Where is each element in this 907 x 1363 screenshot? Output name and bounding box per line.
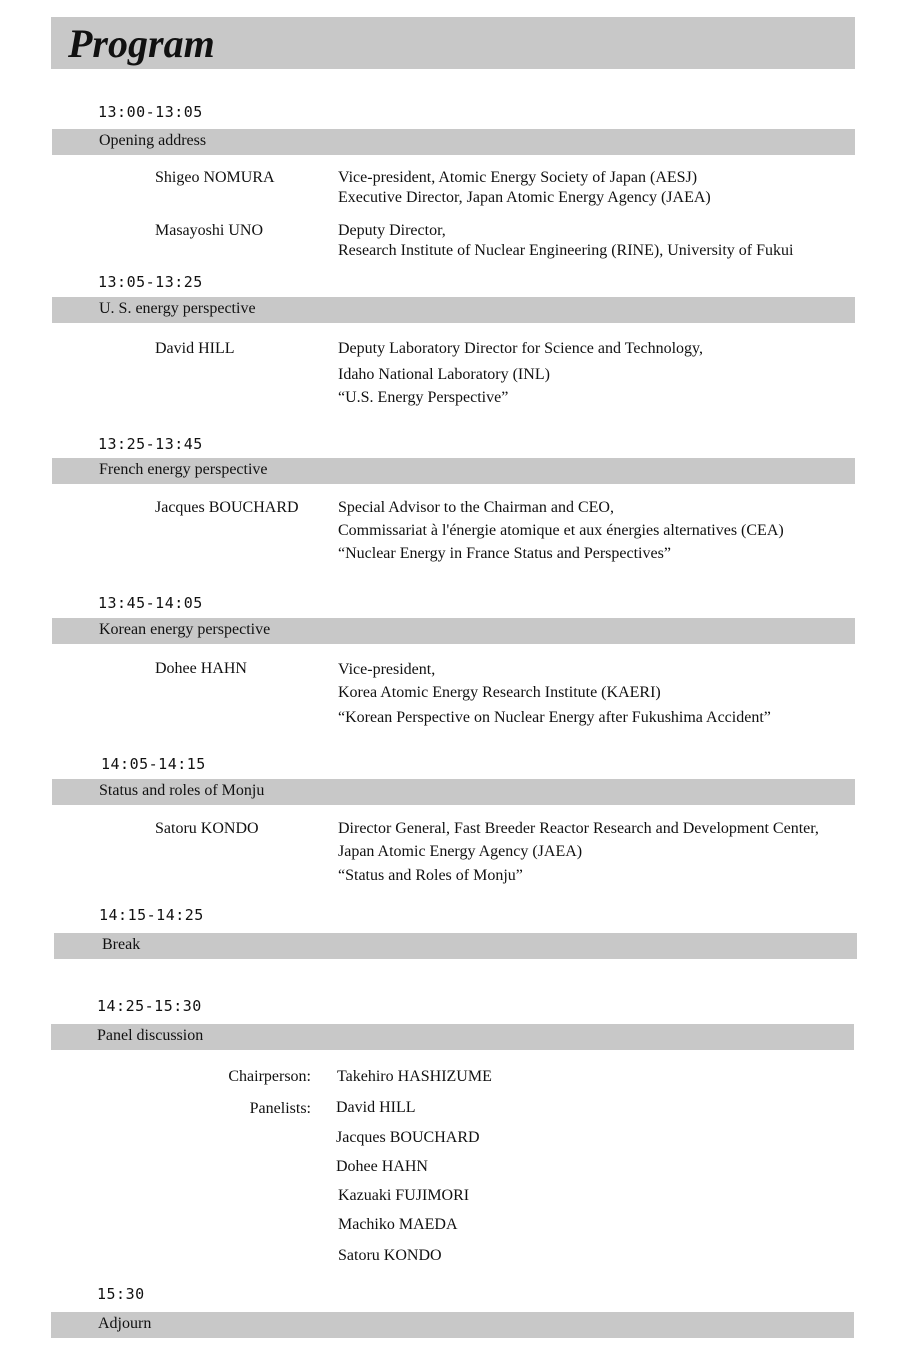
speaker-affiliation: Japan Atomic Energy Agency (JAEA) [338, 843, 583, 860]
panelists-label: Panelists: [249, 1100, 311, 1117]
session-time: 13:25-13:45 [98, 435, 203, 453]
session-header [52, 779, 855, 805]
session-header [52, 129, 855, 155]
session-label: Panel discussion [97, 1027, 204, 1044]
speaker-affiliation: Idaho National Laboratory (INL) [338, 366, 550, 383]
panelist-name: David HILL [336, 1099, 416, 1116]
session-header [52, 458, 855, 484]
speaker-affiliation: Executive Director, Japan Atomic Energy Agency (JAEA) [338, 189, 711, 206]
session-header [51, 1312, 854, 1338]
speaker-name: Jacques BOUCHARD [155, 499, 299, 516]
session-label: Korean energy perspective [99, 621, 271, 638]
speaker-affiliation: Director General, Fast Breeder Reactor Research and Development Center, [338, 820, 819, 837]
session-label: Status and roles of Monju [99, 782, 265, 799]
title-bar [51, 17, 855, 69]
session-label: Break [102, 936, 141, 953]
speaker-affiliation: Deputy Director, [338, 222, 446, 239]
session-time: 14:05-14:15 [101, 755, 206, 773]
talk-title: “Nuclear Energy in France Status and Perspectives” [338, 545, 671, 562]
speaker-affiliation: Vice-president, Atomic Energy Society of Japan (AESJ) [338, 169, 698, 186]
chairperson-label: Chairperson: [228, 1068, 311, 1085]
talk-title: “U.S. Energy Perspective” [338, 389, 509, 406]
speaker-name: David HILL [155, 340, 235, 357]
page-title: Program [68, 21, 215, 66]
speaker-name: Satoru KONDO [155, 820, 259, 837]
session-time: 13:05-13:25 [98, 273, 203, 291]
speaker-affiliation: Vice-president, [338, 661, 436, 678]
session-label: Adjourn [98, 1315, 152, 1332]
speaker-affiliation: Deputy Laboratory Director for Science and Technology, [338, 340, 703, 357]
session-time: 14:15-14:25 [99, 906, 204, 924]
session-time: 15:30 [97, 1285, 145, 1303]
chairperson-name: Takehiro HASHIZUME [337, 1068, 492, 1085]
speaker-affiliation: Special Advisor to the Chairman and CEO, [338, 499, 614, 516]
panelist-name: Satoru KONDO [338, 1247, 442, 1264]
session-header [51, 1024, 854, 1050]
session-time: 13:45-14:05 [98, 594, 203, 612]
session-header [54, 933, 857, 959]
talk-title: “Korean Perspective on Nuclear Energy after Fukushima Accident” [338, 709, 771, 726]
panelist-name: Jacques BOUCHARD [336, 1129, 480, 1146]
panelist-name: Machiko MAEDA [338, 1216, 458, 1233]
speaker-affiliation: Research Institute of Nuclear Engineering (RINE), University of Fukui [338, 242, 794, 259]
speaker-affiliation: Commissariat à l'énergie atomique et aux énergies alternatives (CEA) [338, 522, 784, 539]
session-label: French energy perspective [99, 461, 268, 478]
speaker-name: Masayoshi UNO [155, 222, 263, 239]
talk-title: “Status and Roles of Monju” [338, 867, 523, 884]
session-header [52, 297, 855, 323]
session-label: Opening address [99, 132, 207, 149]
speaker-name: Dohee HAHN [155, 660, 247, 677]
speaker-name: Shigeo NOMURA [155, 169, 275, 186]
session-header [52, 618, 855, 644]
session-time: 14:25-15:30 [97, 997, 202, 1015]
panelist-name: Dohee HAHN [336, 1158, 428, 1175]
session-label: U. S. energy perspective [99, 300, 256, 317]
session-time: 13:00-13:05 [98, 103, 203, 121]
panelist-name: Kazuaki FUJIMORI [338, 1187, 470, 1204]
speaker-affiliation: Korea Atomic Energy Research Institute (KAERI) [338, 684, 661, 701]
